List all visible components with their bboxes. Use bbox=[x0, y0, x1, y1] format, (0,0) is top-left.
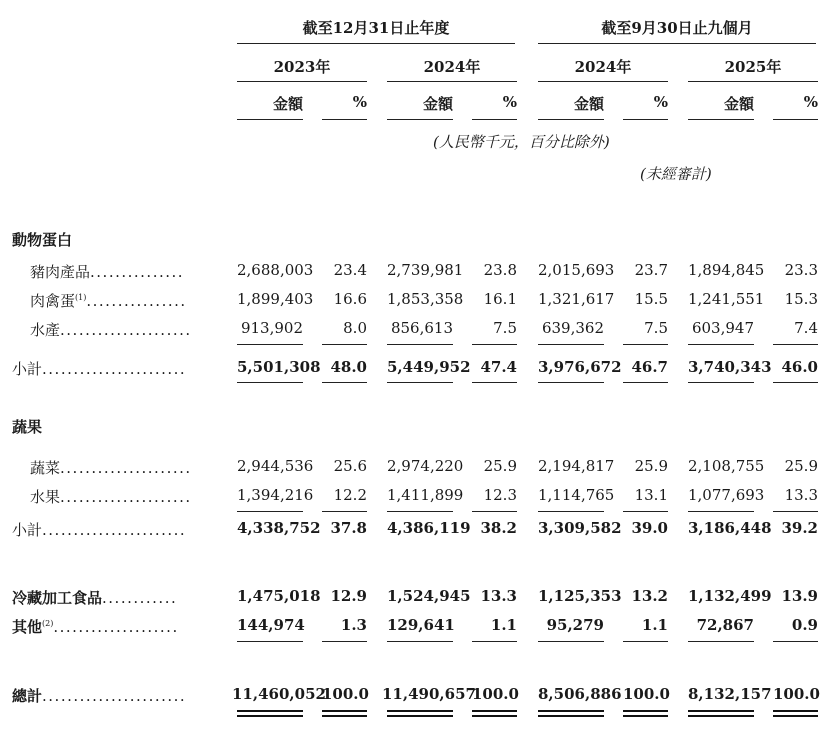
cell-aquatic-2023-pct: 8.0 bbox=[343, 319, 367, 337]
row-label-text: 冷藏加工食品 bbox=[12, 589, 103, 607]
cell-pork-2024fy-pct: 23.8 bbox=[483, 261, 517, 279]
leader-dots: ..................... bbox=[60, 321, 192, 339]
cell-veg-2025-9m-amount: 2,108,755 bbox=[688, 457, 765, 475]
cell-others-2024-9m-amount: 95,279 bbox=[546, 616, 604, 634]
cell-veg-2024fy-amount: 2,974,220 bbox=[387, 457, 464, 475]
row-label-aquatic bbox=[30, 319, 192, 340]
subtotal-rule bbox=[688, 641, 754, 642]
leader-dots: ....................... bbox=[42, 360, 187, 378]
cell-veg-2024-9m-pct: 25.9 bbox=[634, 457, 668, 475]
row-label-frozen bbox=[12, 587, 177, 608]
amount-rule-3 bbox=[538, 119, 604, 120]
cell-total-2025-9m-pct: 100.0 bbox=[773, 685, 820, 703]
row-label-pork bbox=[30, 261, 184, 282]
cell-poultry-2025-9m-pct: 15.3 bbox=[784, 290, 818, 308]
subtotal-rule bbox=[472, 641, 517, 642]
cell-pork-2025-9m-pct: 23.3 bbox=[784, 261, 818, 279]
cell-total-2024-9m-amount: 8,506,886 bbox=[538, 685, 622, 703]
footnote-marker: (2) bbox=[42, 619, 54, 628]
cell-others-2023-pct: 1.3 bbox=[340, 616, 367, 634]
cell-poultry-2024fy-pct: 16.1 bbox=[483, 290, 517, 308]
subtotal-rule bbox=[623, 511, 668, 512]
cell-subtotal2-2024fy-amount: 4,386,119 bbox=[387, 519, 471, 537]
cell-subtotal1-2024fy-pct: 47.4 bbox=[480, 358, 517, 376]
row-label-total bbox=[12, 685, 186, 706]
amount-header-3: 金額 bbox=[573, 95, 604, 113]
cell-veg-2023-amount: 2,944,536 bbox=[237, 457, 314, 475]
cell-frozen-2025-9m-amount: 1,132,499 bbox=[688, 587, 772, 605]
subtotal-rule bbox=[322, 344, 367, 345]
section-animal-protein: 動物蛋白 bbox=[12, 231, 73, 249]
leader-dots: ............ bbox=[102, 589, 178, 607]
cell-total-2023-amount: 11,460,052 bbox=[232, 685, 326, 703]
total-double-rule bbox=[237, 710, 303, 717]
cell-total-2025-9m-amount: 8,132,157 bbox=[688, 685, 772, 703]
leader-dots: ............... bbox=[90, 263, 185, 281]
subtotal-rule bbox=[538, 511, 604, 512]
year-rule-2025-9m bbox=[688, 81, 818, 82]
cell-aquatic-2025-9m-amount: 603,947 bbox=[691, 319, 754, 337]
amount-rule-1 bbox=[237, 119, 303, 120]
year-header-2023: 2023年 bbox=[273, 58, 331, 76]
leader-dots: ..................... bbox=[60, 459, 192, 477]
cell-frozen-2024fy-amount: 1,524,945 bbox=[387, 587, 471, 605]
row-label-text: 水產 bbox=[30, 321, 61, 339]
pct-rule-4 bbox=[773, 119, 818, 120]
year-header-2024-fy: 2024年 bbox=[423, 58, 481, 76]
row-label-vegetables bbox=[30, 457, 192, 478]
cell-fruit-2025-9m-pct: 13.3 bbox=[784, 486, 818, 504]
amount-header-2: 金額 bbox=[422, 95, 453, 113]
cell-fruit-2024-9m-amount: 1,114,765 bbox=[538, 486, 615, 504]
total-double-rule bbox=[688, 710, 754, 717]
subtotal-rule bbox=[688, 382, 754, 383]
cell-pork-2025-9m-amount: 1,894,845 bbox=[688, 261, 765, 279]
cell-poultry-2023-amount: 1,899,403 bbox=[237, 290, 314, 308]
subtotal-rule bbox=[237, 344, 303, 345]
cell-poultry-2024fy-amount: 1,853,358 bbox=[387, 290, 464, 308]
subtotal-rule bbox=[623, 382, 668, 383]
cell-others-2024fy-pct: 1.1 bbox=[490, 616, 517, 634]
year-header-2025-9m: 2025年 bbox=[724, 58, 782, 76]
cell-fruit-2025-9m-amount: 1,077,693 bbox=[688, 486, 765, 504]
subtotal-rule bbox=[773, 382, 818, 383]
leader-dots: ....................... bbox=[42, 521, 187, 539]
total-double-rule bbox=[538, 710, 604, 717]
leader-dots: ....................... bbox=[42, 687, 187, 705]
cell-fruit-2023-pct: 12.2 bbox=[333, 486, 367, 504]
amount-header-4: 金額 bbox=[723, 95, 754, 113]
cell-aquatic-2023-amount: 913,902 bbox=[240, 319, 303, 337]
cell-fruit-2024fy-amount: 1,411,899 bbox=[387, 486, 464, 504]
subtotal-rule bbox=[237, 511, 303, 512]
subtotal-rule bbox=[237, 382, 303, 383]
period-header-year: 截至12月31日止年度 bbox=[302, 19, 450, 37]
cell-veg-2024-9m-amount: 2,194,817 bbox=[538, 457, 615, 475]
total-double-rule bbox=[623, 710, 668, 717]
row-label-poultry bbox=[30, 290, 187, 311]
total-double-rule bbox=[773, 710, 818, 717]
subtotal-rule bbox=[322, 641, 367, 642]
subtotal-rule bbox=[688, 511, 754, 512]
cell-frozen-2025-9m-pct: 13.9 bbox=[781, 587, 818, 605]
cell-frozen-2023-amount: 1,475,018 bbox=[237, 587, 321, 605]
year-rule-2024-9m bbox=[538, 81, 668, 82]
cell-subtotal2-2023-amount: 4,338,752 bbox=[237, 519, 321, 537]
total-double-rule bbox=[387, 710, 453, 717]
subtotal-rule bbox=[387, 344, 453, 345]
cell-total-2024fy-pct: 100.0 bbox=[472, 685, 519, 703]
cell-poultry-2024-9m-pct: 15.5 bbox=[634, 290, 668, 308]
cell-pork-2023-amount: 2,688,003 bbox=[237, 261, 314, 279]
subtotal-rule bbox=[472, 511, 517, 512]
year-header-2024-9m: 2024年 bbox=[574, 58, 632, 76]
cell-others-2024fy-amount: 129,641 bbox=[387, 616, 455, 634]
cell-pork-2024-9m-amount: 2,015,693 bbox=[538, 261, 615, 279]
subtotal-rule bbox=[688, 344, 754, 345]
cell-subtotal1-2024-9m-pct: 46.7 bbox=[631, 358, 668, 376]
footnote-marker: (1) bbox=[75, 293, 87, 302]
cell-pork-2024fy-amount: 2,739,981 bbox=[387, 261, 464, 279]
year-rule-2023 bbox=[237, 81, 367, 82]
unit-note: (人民幣千元，百分比除外) bbox=[433, 133, 610, 151]
period-header-nine-months: 截至9月30日止九個月 bbox=[601, 19, 753, 37]
cell-frozen-2023-pct: 12.9 bbox=[330, 587, 367, 605]
pct-rule-1 bbox=[322, 119, 367, 120]
amount-header-1: 金額 bbox=[272, 95, 303, 113]
pct-header-2: % bbox=[502, 93, 517, 111]
unaudited-note: (未經審計) bbox=[640, 165, 712, 183]
leader-dots: ..................... bbox=[60, 488, 192, 506]
pct-header-4: % bbox=[803, 93, 818, 111]
cell-veg-2024fy-pct: 25.9 bbox=[483, 457, 517, 475]
cell-poultry-2025-9m-amount: 1,241,551 bbox=[688, 290, 765, 308]
pct-rule-3 bbox=[623, 119, 668, 120]
subtotal-rule bbox=[322, 382, 367, 383]
subtotal-rule bbox=[322, 511, 367, 512]
cell-aquatic-2024-9m-amount: 639,362 bbox=[541, 319, 604, 337]
cell-aquatic-2024fy-pct: 7.5 bbox=[493, 319, 517, 337]
cell-subtotal2-2024-9m-pct: 39.0 bbox=[631, 519, 668, 537]
row-label-text: 肉禽蛋 bbox=[30, 292, 76, 310]
cell-subtotal2-2025-9m-amount: 3,186,448 bbox=[688, 519, 772, 537]
cell-others-2025-9m-amount: 72,867 bbox=[696, 616, 754, 634]
cell-subtotal2-2025-9m-pct: 39.2 bbox=[781, 519, 818, 537]
row-label-fruits bbox=[30, 486, 192, 507]
cell-pork-2023-pct: 23.4 bbox=[333, 261, 367, 279]
cell-subtotal1-2025-9m-amount: 3,740,343 bbox=[688, 358, 772, 376]
cell-fruit-2024-9m-pct: 13.1 bbox=[634, 486, 668, 504]
cell-fruit-2023-amount: 1,394,216 bbox=[237, 486, 314, 504]
subtotal-rule bbox=[538, 344, 604, 345]
row-label-text: 小計 bbox=[12, 521, 43, 539]
section-fruit-veg: 蔬果 bbox=[12, 418, 43, 436]
cell-others-2025-9m-pct: 0.9 bbox=[791, 616, 818, 634]
leader-dots: ................ bbox=[86, 292, 187, 310]
cell-frozen-2024-9m-pct: 13.2 bbox=[631, 587, 668, 605]
subtotal-rule bbox=[387, 641, 453, 642]
subtotal-rule bbox=[623, 344, 668, 345]
cell-subtotal2-2024-9m-amount: 3,309,582 bbox=[538, 519, 622, 537]
amount-rule-2 bbox=[387, 119, 453, 120]
cell-subtotal1-2025-9m-pct: 46.0 bbox=[781, 358, 818, 376]
cell-total-2023-pct: 100.0 bbox=[322, 685, 369, 703]
cell-frozen-2024fy-pct: 13.3 bbox=[480, 587, 517, 605]
amount-rule-4 bbox=[688, 119, 754, 120]
subtotal-rule bbox=[237, 641, 303, 642]
total-double-rule bbox=[472, 710, 517, 717]
row-label-text: 其他 bbox=[12, 618, 43, 636]
cell-others-2024-9m-pct: 1.1 bbox=[641, 616, 668, 634]
row-label-text: 蔬菜 bbox=[30, 459, 61, 477]
subtotal-rule bbox=[538, 641, 604, 642]
year-rule-2024-fy bbox=[387, 81, 517, 82]
cell-pork-2024-9m-pct: 23.7 bbox=[634, 261, 668, 279]
subtotal-rule bbox=[538, 382, 604, 383]
row-label-text: 小計 bbox=[12, 360, 43, 378]
cell-total-2024fy-amount: 11,490,657 bbox=[382, 685, 476, 703]
cell-subtotal2-2024fy-pct: 38.2 bbox=[480, 519, 517, 537]
cell-veg-2023-pct: 25.6 bbox=[333, 457, 367, 475]
subtotal-rule bbox=[773, 641, 818, 642]
cell-poultry-2023-pct: 16.6 bbox=[333, 290, 367, 308]
pct-rule-2 bbox=[472, 119, 517, 120]
pct-header-3: % bbox=[653, 93, 668, 111]
subtotal-rule bbox=[773, 344, 818, 345]
cell-aquatic-2024-9m-pct: 7.5 bbox=[644, 319, 668, 337]
cell-subtotal1-2024-9m-amount: 3,976,672 bbox=[538, 358, 622, 376]
subtotal-rule bbox=[472, 382, 517, 383]
subtotal-rule bbox=[472, 344, 517, 345]
subtotal-rule bbox=[387, 382, 453, 383]
cell-others-2023-amount: 144,974 bbox=[237, 616, 305, 634]
period-rule-year bbox=[237, 43, 515, 44]
cell-subtotal1-2023-amount: 5,501,308 bbox=[237, 358, 321, 376]
subtotal-rule bbox=[623, 641, 668, 642]
period-rule-nine-months bbox=[538, 43, 816, 44]
cell-frozen-2024-9m-amount: 1,125,353 bbox=[538, 587, 622, 605]
row-label-subtotal-fruit-veg bbox=[12, 519, 186, 540]
row-label-others bbox=[12, 616, 179, 637]
row-label-text: 總計 bbox=[12, 687, 43, 705]
cell-aquatic-2025-9m-pct: 7.4 bbox=[794, 319, 818, 337]
total-double-rule bbox=[322, 710, 367, 717]
pct-header-1: % bbox=[352, 93, 367, 111]
row-label-text: 水果 bbox=[30, 488, 61, 506]
subtotal-rule bbox=[773, 511, 818, 512]
subtotal-rule bbox=[387, 511, 453, 512]
cell-subtotal2-2023-pct: 37.8 bbox=[330, 519, 367, 537]
row-label-text: 豬肉產品 bbox=[30, 263, 91, 281]
cell-poultry-2024-9m-amount: 1,321,617 bbox=[538, 290, 615, 308]
cell-fruit-2024fy-pct: 12.3 bbox=[483, 486, 517, 504]
cell-aquatic-2024fy-amount: 856,613 bbox=[390, 319, 453, 337]
leader-dots: .................... bbox=[53, 618, 179, 636]
cell-subtotal1-2023-pct: 48.0 bbox=[330, 358, 367, 376]
cell-total-2024-9m-pct: 100.0 bbox=[623, 685, 670, 703]
cell-subtotal1-2024fy-amount: 5,449,952 bbox=[387, 358, 471, 376]
row-label-subtotal-animal bbox=[12, 358, 186, 379]
cell-veg-2025-9m-pct: 25.9 bbox=[784, 457, 818, 475]
